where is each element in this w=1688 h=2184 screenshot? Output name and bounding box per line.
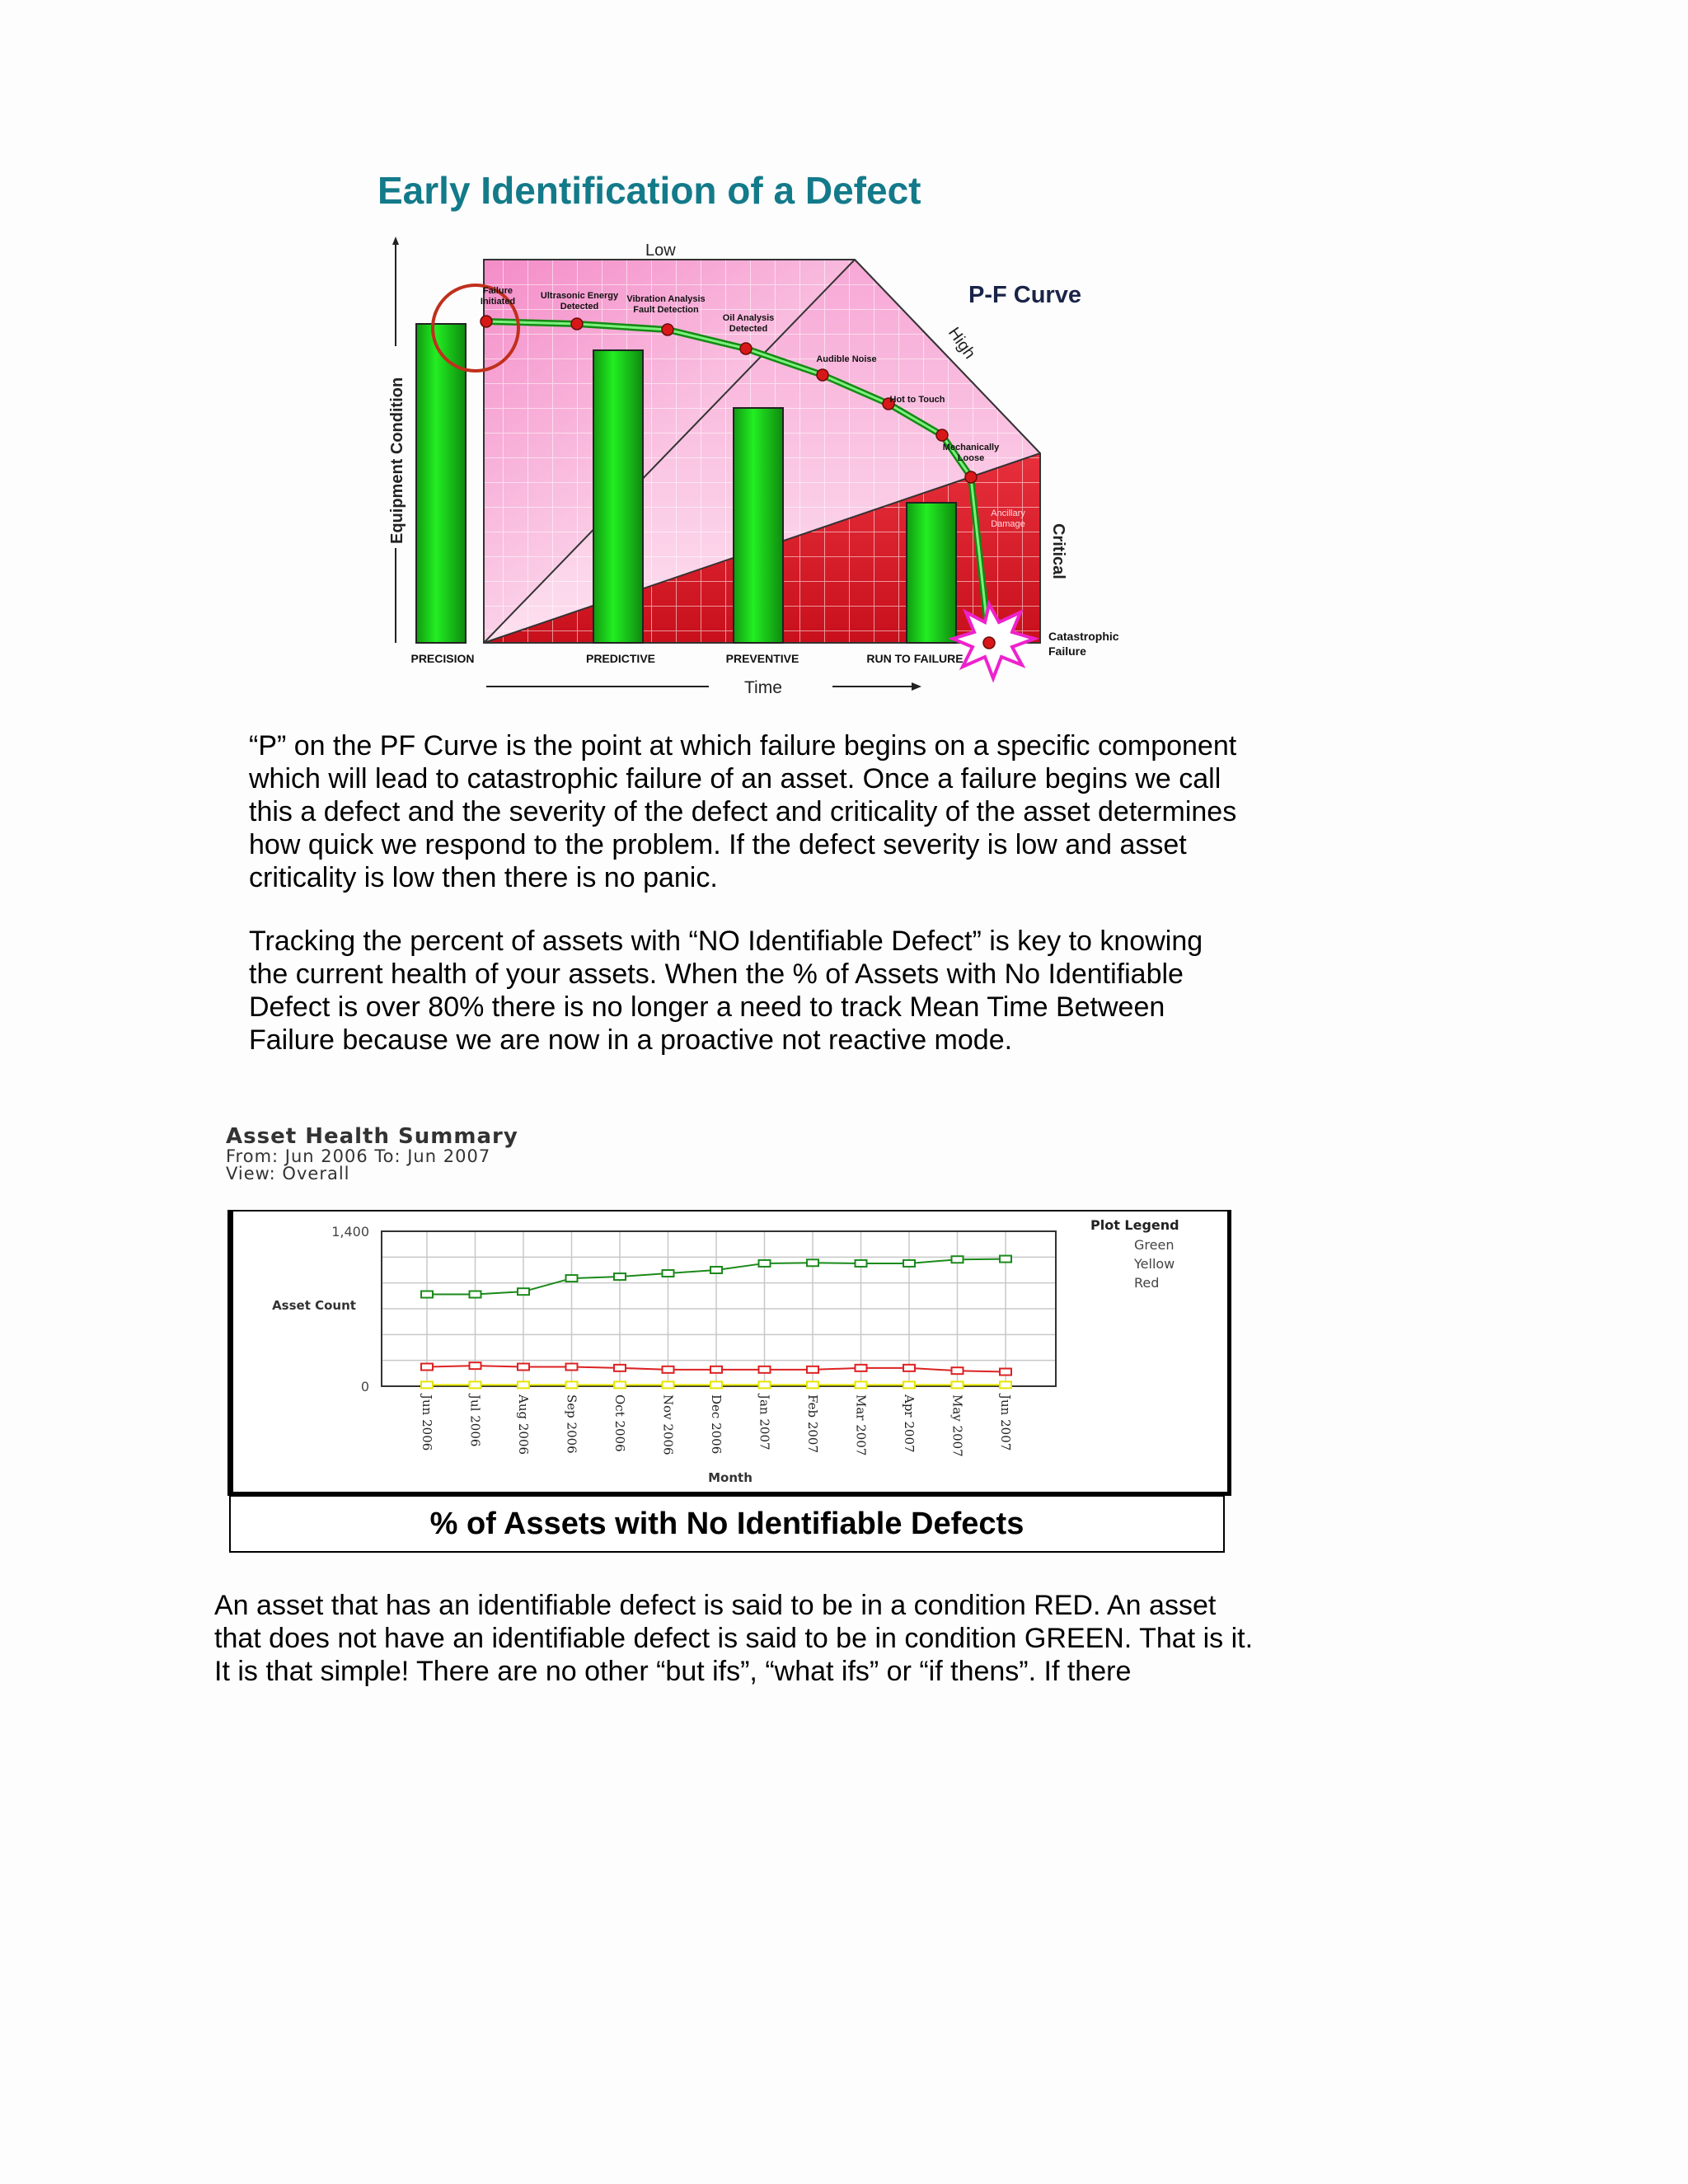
x-tick-label: Dec 2006 (709, 1394, 724, 1455)
x-tick-label: Jan 2007 (757, 1394, 772, 1451)
event-point (740, 343, 752, 354)
x-tick-label: Sep 2006 (564, 1394, 579, 1454)
data-point-yellow (1000, 1381, 1011, 1388)
data-point-green (903, 1260, 915, 1267)
x-tick-label: May 2007 (950, 1394, 965, 1457)
paragraph-pf-explanation: “P” on the PF Curve is the point at which failure begins on a specific component which will lead to catastrophic failure of an asset. Once a failure begins we call this a defect and the severity of the defect and criticality of the asset determines how quick we respond to the problem. If the defect severity is low and asset criticality is low then there is no panic. (249, 730, 1237, 893)
legend-item: Green (1134, 1237, 1175, 1253)
data-point-yellow (421, 1381, 433, 1388)
paragraph-tracking: Tracking the percent of assets with “NO Identifiable Defect” is key to knowing the current health of your assets. When the % of Assets with No Identifiable Defect is over 80% there is no longer a need to track Mean Time Between Failure because we are now in a proactive not reactive mode. (249, 926, 1203, 1056)
event-label: Audible Noise (816, 354, 877, 364)
label-high: High (944, 324, 979, 363)
event-point (817, 369, 828, 381)
data-point-green (710, 1267, 722, 1273)
x-axis-label: Month (708, 1470, 753, 1485)
x-axis-label: Time (744, 678, 782, 697)
data-point-yellow (759, 1381, 771, 1388)
asset-health-chart-frame (227, 1210, 1231, 1496)
bar-predictive (593, 350, 643, 643)
data-point-red (903, 1365, 915, 1371)
x-tick-label: Aug 2006 (516, 1394, 531, 1455)
catastrophic-label: Catastrophic Failure (1048, 630, 1119, 658)
data-point-red (856, 1365, 867, 1371)
y-tick-label: 0 (360, 1379, 369, 1394)
event-point (571, 318, 583, 330)
chart-caption-box (229, 1495, 1225, 1553)
summary-view: View: Overall (226, 1164, 350, 1183)
data-point-yellow (470, 1381, 481, 1388)
data-point-yellow (903, 1381, 915, 1388)
x-tick-label: Jul 2006 (467, 1394, 483, 1447)
category-label: PREDICTIVE (585, 652, 656, 665)
data-point-green (614, 1273, 626, 1280)
label-low: Low (645, 241, 676, 260)
data-point-green (421, 1291, 433, 1298)
data-point-yellow (518, 1381, 529, 1388)
data-point-red (759, 1366, 771, 1373)
event-point (662, 324, 673, 335)
data-point-red (663, 1366, 674, 1373)
data-point-red (952, 1367, 964, 1374)
data-point-green (759, 1260, 771, 1267)
data-point-red (1000, 1369, 1011, 1376)
event-label: Mechanically Loose (942, 443, 1000, 463)
x-tick-label: Feb 2007 (805, 1394, 820, 1454)
x-tick-label: Oct 2006 (612, 1394, 627, 1452)
event-label: Vibration Analysis Fault Detection (626, 294, 706, 315)
data-point-yellow (663, 1381, 674, 1388)
label-critical: Critical (1049, 523, 1067, 579)
event-point (936, 429, 948, 441)
bar-preventive (734, 408, 783, 643)
y-axis-label: Equipment Condition (388, 377, 406, 544)
data-point-red (710, 1366, 722, 1373)
data-point-yellow (952, 1381, 964, 1388)
event-label: Ultrasonic Energy Detected (540, 291, 619, 312)
x-tick-label: Jun 2006 (420, 1394, 434, 1451)
event-point (983, 637, 995, 649)
data-point-yellow (614, 1381, 626, 1388)
event-label: Failure Initiated (480, 286, 516, 307)
y-tick-label: 1,400 (331, 1224, 369, 1240)
data-point-red (470, 1362, 481, 1369)
data-point-yellow (710, 1381, 722, 1388)
data-point-green (518, 1288, 529, 1295)
x-tick-label: Nov 2006 (660, 1394, 676, 1455)
data-point-red (566, 1364, 578, 1371)
data-point-red (421, 1364, 433, 1371)
event-point (965, 471, 977, 483)
data-point-yellow (856, 1381, 867, 1388)
data-point-yellow (566, 1381, 578, 1388)
category-label: PREVENTIVE (725, 652, 799, 665)
data-point-green (566, 1275, 578, 1282)
data-point-green (470, 1291, 481, 1298)
x-tick-label: Jun 2007 (998, 1394, 1013, 1451)
paragraph-condition: An asset that has an identifiable defect is said to be in a condition RED. An asset that does not have an identifiable defect is said to be in condition GREEN. That is it. It is that simple! There are no other “but ifs”, “what ifs” or “if thens”. If there (214, 1590, 1254, 1687)
event-label: Hot to Touch (889, 395, 945, 405)
pf-curve-diagram (379, 235, 1137, 705)
bar-run-to-failure (907, 503, 956, 643)
data-point-green (952, 1256, 964, 1263)
data-point-green (807, 1259, 818, 1266)
page-heading: Early Identification of a Defect (377, 169, 921, 212)
bar-precision (416, 324, 466, 643)
legend-item: Yellow (1134, 1256, 1175, 1272)
chart-caption: % of Assets with No Identifiable Defects (429, 1507, 1025, 1541)
data-point-red (518, 1364, 529, 1371)
data-point-yellow (807, 1381, 818, 1388)
event-label: Ancillary Damage (991, 509, 1025, 529)
y-axis-label: Asset Count (272, 1298, 356, 1313)
category-label: RUN TO FAILURE (866, 652, 964, 665)
legend-item: Red (1134, 1275, 1160, 1291)
x-tick-label: Apr 2007 (902, 1394, 917, 1453)
legend-title: Plot Legend (1090, 1217, 1179, 1233)
data-point-green (1000, 1256, 1011, 1263)
event-point (481, 316, 492, 327)
x-tick-label: Mar 2007 (853, 1394, 869, 1456)
event-label: Oil Analysis Detected (722, 313, 775, 334)
data-point-red (807, 1366, 818, 1373)
asset-health-chart (233, 1212, 1227, 1492)
pf-curve-title: P-F Curve (968, 282, 1081, 308)
data-point-green (856, 1260, 867, 1267)
summary-date-range: From: Jun 2006 To: Jun 2007 (226, 1146, 491, 1166)
summary-title: Asset Health Summary (226, 1124, 518, 1149)
category-label: PRECISION (410, 652, 475, 665)
data-point-red (614, 1365, 626, 1371)
data-point-green (663, 1270, 674, 1277)
